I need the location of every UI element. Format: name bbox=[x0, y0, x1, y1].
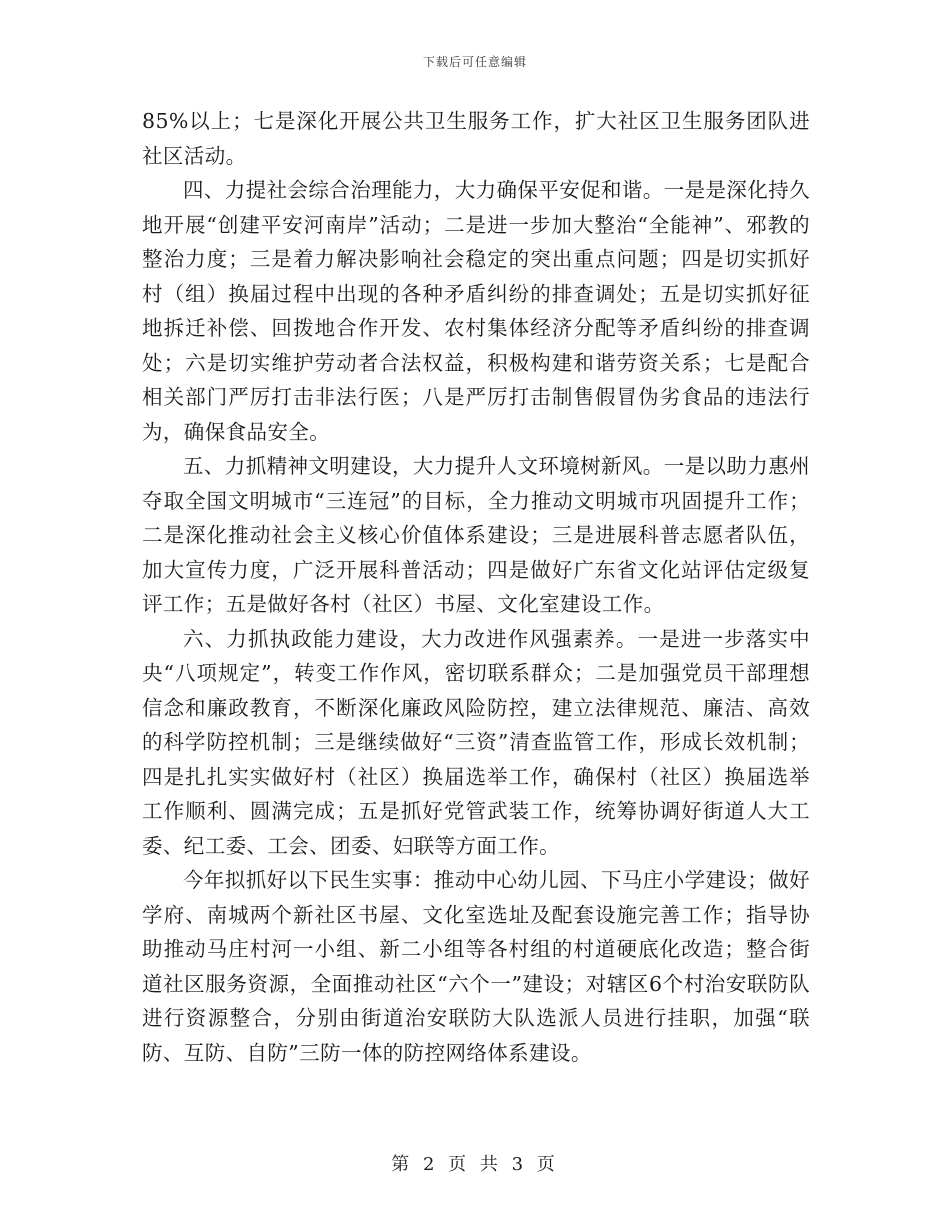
paragraph-governance-capacity: 六、力抓执政能力建设，大力改进作风强素养。一是进一步落实中央“八项规定”，转变工作作风，密切联系群众；二是加强党员干部理想信念和廉政教育，不断深化廉政风险防控，建立法律规范、廉洁、高效的科学防控机制；三是继续做好“三资”清查监管工作，形成长效机制；四是扎扎实实做好村（社区）换届选举工作，确保村（社区）换届选举工作顺利、圆满完成；五是抓好党管武装工作，统筹协调好街道人大工委、纪工委、工会、团委、妇联等方面工作。 bbox=[142, 626, 810, 858]
page-header: 下载后可任意编辑 bbox=[422, 55, 527, 69]
paragraph-continuation: 85%以上；七是深化开展公共卫生服务工作，扩大社区卫生服务团队进社区活动。 bbox=[142, 109, 810, 168]
document-body bbox=[142, 104, 810, 1070]
paragraph-social-governance: 四、力提社会综合治理能力，大力确保平安促和谐。一是是深化持久地开展“创建平安河南岸”活动；二是进一步加大整治“全能神”、邪教的整治力度；三是着力解决影响社会稳定的突出重点问题；四是切实抓好村（组）换届过程中出现的各种矛盾纠纷的排查调处；五是切实抓好征地拆迁补偿、回拨地合作开发、农村集体经济分配等矛盾纠纷的排查调处；六是切实维护劳动者合法权益，积极构建和谐劳资关系；七是配合相关部门严厉打击非法行医；八是严厉打击制售假冒伪劣食品的违法行为，确保食品安全。 bbox=[142, 178, 810, 444]
paragraph-livelihood-projects: 今年拟抓好以下民生实事：推动中心幼儿园、下马庄小学建设；做好学府、南城两个新社区书屋、文化室选址及配套设施完善工作；指导协助推动马庄村河一小组、新二小组等各村组的村道硬底化改造；整合街道社区服务资源，全面推动社区“六个一”建设；对辖区6个村治安联防队进行资源整合，分别由街道治安联防大队选派人员进行挂职，加强“联防、互防、自防”三防一体的防控网络体系建设。 bbox=[142, 868, 810, 1065]
paragraph-spiritual-civilization: 五、力抓精神文明建设，大力提升人文环境树新风。一是以助力惠州夺取全国文明城市“三连冠”的目标，全力推动文明城市巩固提升工作；二是深化推动社会主义核心价值体系建设；三是进展科普志愿者队伍，加大宣传力度，广泛开展科普活动；四是做好广东省文化站评估定级复评工作；五是做好各村（社区）书屋、文化室建设工作。 bbox=[142, 454, 810, 616]
page-number: 第 2 页 共 3 页 bbox=[391, 1154, 559, 1175]
